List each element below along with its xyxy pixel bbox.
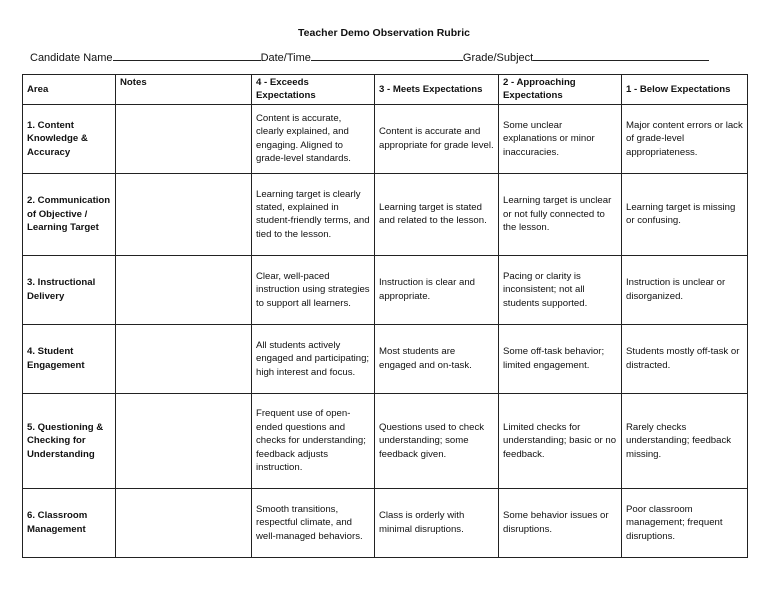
area-cell: 5. Questioning & Checking for Understanding [23, 393, 116, 488]
header-fields [30, 51, 730, 64]
meets-cell: Learning target is stated and related to the lesson. [375, 173, 499, 255]
meets-cell: Class is orderly with minimal disruptions. [375, 488, 499, 557]
table-row [23, 255, 748, 324]
below-cell: Rarely checks understanding; feedback missing. [622, 393, 748, 488]
notes-cell[interactable] [116, 488, 252, 557]
header-approaching: 2 - Approaching Expectations [499, 75, 622, 105]
table-row [23, 173, 748, 255]
meets-cell: Content is accurate and appropriate for grade level. [375, 104, 499, 173]
area-cell: 2. Communication of Objective / Learning Target [23, 173, 116, 255]
header-area: Area [23, 75, 116, 105]
exceeds-cell: Smooth transitions, respectful climate, and well-managed behaviors. [252, 488, 375, 557]
notes-cell[interactable] [116, 104, 252, 173]
approaching-cell: Some off-task behavior; limited engagement. [499, 324, 622, 393]
date-time-label: Date/Time [260, 52, 311, 64]
area-cell: 6. Classroom Management [23, 488, 116, 557]
header-meets: 3 - Meets Expectations [375, 75, 499, 105]
grade-subject-blank[interactable] [533, 51, 709, 61]
date-time-blank[interactable] [311, 51, 463, 61]
approaching-cell: Some behavior issues or disruptions. [499, 488, 622, 557]
approaching-cell: Some unclear explanations or minor inaccuracies. [499, 104, 622, 173]
area-cell: 4. Student Engagement [23, 324, 116, 393]
approaching-cell: Limited checks for understanding; basic or no feedback. [499, 393, 622, 488]
table-row [23, 104, 748, 173]
grade-subject-label: Grade/Subject [462, 52, 534, 64]
meets-cell: Instruction is clear and appropriate. [375, 255, 499, 324]
table-header-row [23, 75, 748, 105]
below-cell: Students mostly off-task or distracted. [622, 324, 748, 393]
header-below: 1 - Below Expectations [622, 75, 748, 105]
approaching-cell: Learning target is unclear or not fully connected to the lesson. [499, 173, 622, 255]
below-cell: Learning target is missing or confusing. [622, 173, 748, 255]
meets-cell: Questions used to check understanding; some feedback given. [375, 393, 499, 488]
page-title: Teacher Demo Observation Rubric [298, 27, 470, 39]
exceeds-cell: All students actively engaged and participating; high interest and focus. [252, 324, 375, 393]
table-row [23, 324, 748, 393]
notes-cell[interactable] [116, 173, 252, 255]
candidate-name-label: Candidate Name [30, 52, 113, 64]
notes-cell[interactable] [116, 255, 252, 324]
rubric-table [22, 74, 748, 558]
area-cell: 1. Content Knowledge & Accuracy [23, 104, 116, 173]
exceeds-cell: Frequent use of open-ended questions and checks for understanding; feedback adjusts instruction. [252, 393, 375, 488]
notes-cell[interactable] [116, 324, 252, 393]
below-cell: Major content errors or lack of grade-level appropriateness. [622, 104, 748, 173]
area-cell: 3. Instructional Delivery [23, 255, 116, 324]
candidate-name-blank[interactable] [113, 51, 261, 61]
below-cell: Poor classroom management; frequent disruptions. [622, 488, 748, 557]
approaching-cell: Pacing or clarity is inconsistent; not all students supported. [499, 255, 622, 324]
exceeds-cell: Clear, well-paced instruction using strategies to support all learners. [252, 255, 375, 324]
header-exceeds: 4 - Exceeds Expectations [252, 75, 375, 105]
table-row [23, 393, 748, 488]
below-cell: Instruction is unclear or disorganized. [622, 255, 748, 324]
exceeds-cell: Content is accurate, clearly explained, and engaging. Aligned to grade-level standards. [252, 104, 375, 173]
notes-cell[interactable] [116, 393, 252, 488]
meets-cell: Most students are engaged and on-task. [375, 324, 499, 393]
table-row [23, 488, 748, 557]
exceeds-cell: Learning target is clearly stated, explained in student-friendly terms, and tied to the lesson. [252, 173, 375, 255]
header-notes: Notes [116, 75, 252, 105]
